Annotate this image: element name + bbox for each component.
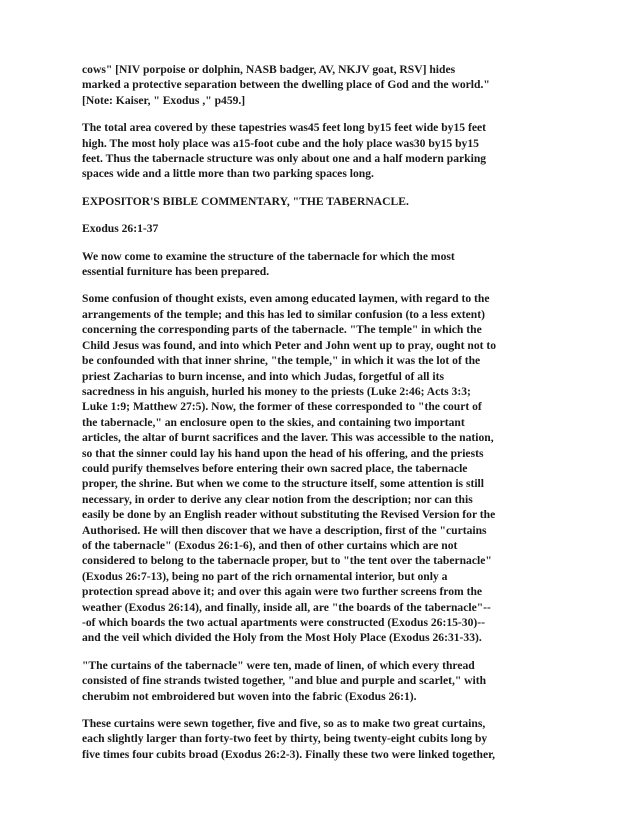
text-line: spaces wide and a little more than two parking spaces long. xyxy=(82,167,374,181)
text-line: EXPOSITOR'S BIBLE COMMENTARY, "THE TABERNACLE. xyxy=(82,194,409,208)
text-line: Authorised. He will then discover that we have a description, first of the "curtains xyxy=(82,523,487,537)
text-line: cherubim not embroidered but woven into the fabric (Exodus 26:1). xyxy=(82,689,417,703)
text-line: be confounded with that inner shrine, "the temple," in which it was the lot of the xyxy=(82,354,481,368)
paragraph-sewn-curtains xyxy=(82,716,552,762)
text-line: protection spread above it; and over this again were two further screens from the xyxy=(82,585,483,599)
text-line: concerning the corresponding parts of the tabernacle. "The temple" in which the xyxy=(82,323,482,337)
text-line: These curtains were sewn together, five and five, so as to make two great curtains, xyxy=(82,717,486,731)
text-line: cows" [NIV porpoise or dolphin, NASB badger, AV, NKJV goat, RSV] hides xyxy=(82,63,456,76)
document-page xyxy=(82,62,552,774)
text-line: easily be done by an English reader without substituting the Revised Version for the xyxy=(82,508,496,522)
paragraph-total-area xyxy=(82,120,552,182)
text-line: "The curtains of the tabernacle" were ten, made of linen, of which every thread xyxy=(82,658,475,672)
text-line: high. The most holy place was a15-foot cube and the holy place was30 by15 by15 xyxy=(82,136,479,150)
text-line: Child Jesus was found, and into which Peter and John went up to pray, ought not to xyxy=(82,338,497,352)
paragraph-note-kaiser xyxy=(82,62,552,108)
text-line: each slightly larger than forty-two feet by thirty, being twenty-eight cubits long by xyxy=(82,732,488,746)
text-line: -of which boards the two actual apartments were constructed (Exodus 26:15-30)-- xyxy=(82,616,485,629)
text-line: priest Zacharias to burn incense, and into which Judas, forgetful of all its xyxy=(82,369,445,383)
text-line: [Note: Kaiser, " Exodus ," p459.] xyxy=(82,93,246,107)
text-line: Luke 1:9; Matthew 27:5). Now, the former of these corresponded to "the court of xyxy=(82,400,482,414)
text-line: Some confusion of thought exists, even among educated laymen, with regard to the xyxy=(82,292,490,306)
text-line: marked a protective separation between the dwelling place of God and the world." xyxy=(82,78,490,92)
section-heading xyxy=(82,194,552,209)
text-line: weather (Exodus 26:14), and finally, inside all, are "the boards of the tabernacle"-- xyxy=(82,600,491,614)
paragraph-curtains xyxy=(82,658,552,704)
text-line: Exodus 26:1-37 xyxy=(82,222,159,236)
text-line: feet. Thus the tabernacle structure was only about one and a half modern parking xyxy=(82,152,487,166)
text-line: sacredness in his anguish, hurled his money to the priests (Luke 2:46; Acts 3:3; xyxy=(82,384,471,398)
text-line: arrangements of the temple; and this has led to similar confusion (to a less extent) xyxy=(82,307,485,321)
text-line: essential furniture has been prepared. xyxy=(82,265,270,279)
text-line: proper, the shrine. But when we come to the structure itself, some attention is still xyxy=(82,477,484,491)
text-line: We now come to examine the structure of the tabernacle for which the most xyxy=(82,249,455,263)
text-line: (Exodus 26:7-13), being no part of the rich ornamental interior, but only a xyxy=(82,569,448,583)
scripture-reference xyxy=(82,221,552,236)
text-line: consisted of fine strands twisted together, "and blue and purple and scarlet," with xyxy=(82,674,487,688)
text-line: considered to belong to the tabernacle proper, but to "the tent over the tabernacle" xyxy=(82,554,492,568)
text-line: The total area covered by these tapestries was45 feet long by15 feet wide by15 feet xyxy=(82,121,486,135)
text-line: and the veil which divided the Holy from the Most Holy Place (Exodus 26:31-33). xyxy=(82,631,482,645)
paragraph-confusion xyxy=(82,291,552,645)
paragraph-intro xyxy=(82,249,552,280)
text-line: the tabernacle," an enclosure open to the skies, and containing two important xyxy=(82,415,465,429)
text-line: five times four cubits broad (Exodus 26:2-3). Finally these two were linked together, xyxy=(82,747,496,761)
text-line: could purify themselves before entering their own sacred place, the tabernacle xyxy=(82,461,468,475)
text-line: necessary, in order to derive any clear notion from the description; nor can this xyxy=(82,492,473,506)
text-line: so that the sinner could lay his hand upon the head of his offering, and the priests xyxy=(82,446,484,460)
text-line: articles, the altar of burnt sacrifices and the laver. This was accessible to the nation, xyxy=(82,431,494,445)
text-line: of the tabernacle" (Exodus 26:1-6), and then of other curtains which are not xyxy=(82,538,458,552)
